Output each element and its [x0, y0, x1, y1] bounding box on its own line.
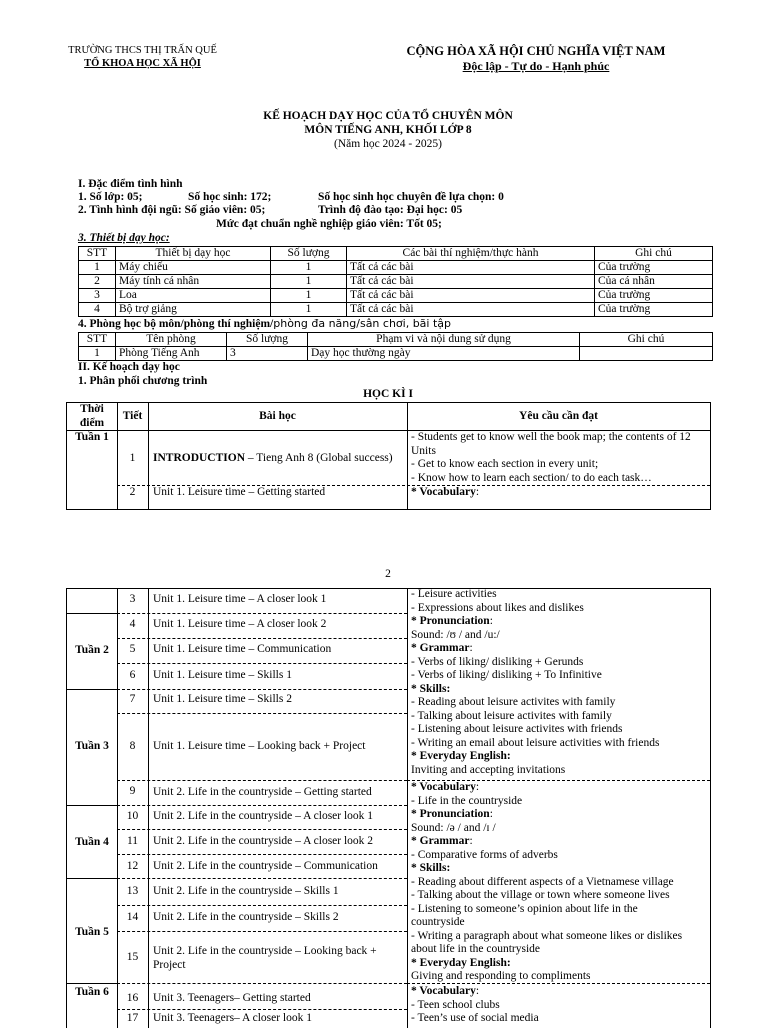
row-divider: [117, 905, 407, 906]
lesson-title: Unit 2. Life in the countryside – Communication: [153, 860, 378, 872]
period-number: 10: [126, 810, 139, 822]
header-period: Tiết: [122, 410, 143, 422]
req-text: - Talking about leisure activites with family: [411, 709, 612, 722]
special-student-count: Số học sinh học chuyên đề lựa chọn: 0: [318, 191, 504, 203]
equipment-header-qty: Số lượng: [271, 247, 347, 261]
req-line: - Know how to learn each section/ to do each task…: [411, 471, 652, 484]
row-divider: [117, 878, 407, 879]
req-line: [411, 1012, 539, 1026]
period-number: 9: [129, 785, 136, 797]
req-text: - Reading about leisure activites with family: [411, 696, 616, 708]
req-text: :: [469, 642, 473, 654]
teacher-degree: Trình độ đào tạo: Đại học: 05: [318, 204, 463, 216]
req-text: - Listening about leisure activites with friends: [411, 723, 623, 735]
req-line: [411, 822, 682, 836]
requirements-unit2: [411, 781, 682, 984]
plan-table-page1: [66, 402, 711, 510]
cell-scope: Dạy học thường ngày: [308, 347, 580, 361]
room-header-stt: STT: [79, 333, 116, 347]
equipment-header-stt: STT: [79, 247, 116, 261]
student-count: Số học sinh: 172;: [188, 191, 272, 203]
term-label: HỌC KÌ I: [363, 388, 413, 400]
req-line: [411, 615, 659, 629]
section1-line1: [78, 191, 504, 205]
req-text: - Verbs of liking/ disliking + Gerunds: [411, 655, 584, 668]
room-heading: [78, 317, 451, 330]
req-line: [411, 629, 659, 643]
week-divider: [67, 878, 117, 879]
cell-qty: 1: [271, 303, 347, 317]
req-line: [411, 642, 659, 656]
row-divider: [117, 805, 407, 806]
equipment-header-device: Thiết bị dạy học: [116, 247, 271, 261]
teacher-count: 2. Tình hình đội ngũ: Số giáo viên: 05;: [78, 204, 266, 216]
week-divider: [67, 983, 117, 984]
nation-line-2: Độc lập - Tự do - Hạnh phúc: [462, 59, 610, 73]
lesson-title: Unit 1. Leisure time – Skills 1: [153, 669, 292, 681]
cell-qty: 1: [271, 289, 347, 303]
req-line: [411, 683, 659, 697]
section2-sub: 1. Phân phối chương trình: [78, 375, 208, 387]
room-header-qty: Số lượng: [227, 333, 308, 347]
period-number: 12: [126, 860, 139, 872]
req-text: - Teen’s use of social media: [411, 1012, 539, 1024]
period-number: 5: [129, 643, 136, 655]
school-name: [60, 44, 225, 70]
school-line-2: TỔ KHOA HỌC XÃ HỘI: [84, 58, 201, 69]
table-row: [79, 347, 713, 361]
requirements-unit1: [411, 588, 659, 777]
table-row: [79, 261, 713, 275]
cell-qty: 1: [271, 261, 347, 275]
req-line: [411, 943, 682, 957]
cell-note: Của trường: [595, 289, 713, 303]
req-label: * Pronunciation: [411, 615, 490, 627]
period-number: 16: [126, 992, 139, 1004]
req-text: about life in the countryside: [411, 943, 541, 955]
req-text: - Expressions about likes and dislikes: [411, 601, 584, 614]
equipment-heading: 3. Thiết bị dạy học:: [78, 232, 170, 244]
header-lesson: Bài học: [259, 410, 296, 422]
cell-lessons: Tất cả các bài: [347, 261, 595, 275]
cell-lessons: Tất cả các bài: [347, 289, 595, 303]
requirements-intro: [411, 431, 691, 485]
req-text: - Reading about different aspects of a Vietnamese village: [411, 875, 674, 888]
lesson-title: Unit 2. Life in the countryside – A closer look 1: [153, 810, 374, 822]
plan-table-page2: [66, 588, 711, 1028]
lesson-title: Unit 2. Life in the countryside – Skills 1: [153, 885, 339, 897]
cell-stt: 1: [79, 261, 116, 275]
req-label: * Skills:: [411, 862, 451, 874]
row-divider: [117, 1009, 407, 1010]
period-number: 15: [126, 951, 139, 963]
req-text: - Teen school clubs: [411, 998, 500, 1011]
req-line: [411, 602, 659, 616]
lesson-title: Unit 1. Leisure time – A closer look 1: [153, 593, 327, 605]
equipment-table: [78, 246, 713, 317]
cell-stt: 4: [79, 303, 116, 317]
cell-device: Máy chiếu: [116, 261, 271, 275]
req-text: :: [469, 835, 473, 847]
req-text: - Talking about the village or town where someone lives: [411, 889, 670, 901]
req-line: [411, 862, 682, 876]
requirements-unit3: [411, 985, 539, 1026]
req-text: - Leisure activities: [411, 588, 497, 600]
req-label: * Vocabulary: [411, 985, 476, 997]
equipment-header-lessons: Các bài thí nghiệm/thực hành: [347, 247, 595, 261]
req-line: [411, 710, 659, 724]
req-colon: :: [475, 486, 480, 498]
req-text: Inviting and accepting invitations: [411, 763, 566, 776]
lesson-title: [153, 945, 377, 972]
lesson-title: Unit 1. Leisure time – Communication: [153, 643, 332, 655]
period-number: 2: [129, 486, 136, 498]
document-title: [0, 109, 768, 151]
title-line-2: MÔN TIẾNG ANH, KHỐI LỚP 8: [304, 124, 472, 136]
period-number: 7: [129, 693, 136, 705]
cell-device: Loa: [116, 289, 271, 303]
week-label: Tuần 2: [75, 644, 109, 656]
cell-note: Của trường: [595, 261, 713, 275]
lesson-title: Unit 2. Life in the countryside – Getting started: [153, 786, 372, 798]
lesson-title-bold: INTRODUCTION: [153, 452, 246, 464]
req-line: [411, 835, 682, 849]
req-line: [411, 970, 682, 984]
req-line: [411, 957, 682, 971]
room-heading-main: 4. Phòng học bộ môn/phòng thí nghiệm/: [78, 318, 274, 330]
row-divider: [117, 638, 407, 639]
req-line: [411, 588, 659, 602]
req-text: :: [475, 985, 480, 997]
lesson-title: Unit 1. Leisure time – Looking back + Project: [153, 740, 366, 752]
req-line: [411, 903, 682, 917]
cell-note: [580, 347, 713, 361]
req-text: - Comparative forms of adverbs: [411, 848, 558, 861]
req-line: [411, 750, 659, 764]
title-line-1: KẾ HOẠCH DẠY HỌC CỦA TỔ CHUYÊN MÔN: [263, 110, 513, 122]
req-text: Sound: /ʊ / and /u:/: [411, 628, 500, 641]
lesson-title: Unit 3. Teenagers– Getting started: [153, 992, 311, 1004]
req-line: [411, 849, 682, 863]
row-divider: [117, 689, 407, 690]
room-header-row: [79, 333, 713, 347]
period-number: 3: [129, 593, 136, 605]
divider: [407, 589, 408, 1028]
teacher-standard: Mức đạt chuẩn nghề nghiệp giáo viên: Tốt 05;: [216, 218, 442, 230]
period-number: 6: [129, 669, 136, 681]
req-text: - Listening to someone’s opinion about life in the: [411, 902, 638, 915]
week-label: Tuần 6: [75, 986, 109, 998]
header-week: [67, 403, 117, 430]
lesson-title: Unit 1. Leisure time – Skills 2: [153, 693, 292, 705]
table-row: [79, 303, 713, 317]
row-divider: [117, 780, 407, 781]
week-label: Tuần 3: [75, 740, 109, 752]
req-line: - Students get to know well the book map; the contents of 12: [411, 431, 691, 443]
school-line-1: TRƯỜNG THCS THỊ TRẤN QUẾ: [68, 45, 217, 56]
section1-heading: I. Đặc điểm tình hình: [78, 178, 183, 190]
req-line: [411, 737, 659, 751]
section2-heading: II. Kế hoạch dạy học: [78, 361, 180, 373]
req-text: :: [489, 615, 493, 627]
req-line: [411, 781, 682, 795]
row-divider: [117, 829, 407, 830]
equipment-header-note: Ghi chú: [595, 247, 713, 261]
cell-stt: 2: [79, 275, 116, 289]
req-text: Giving and responding to compliments: [411, 970, 591, 982]
table-row: [79, 289, 713, 303]
cell-note: Của cá nhân: [595, 275, 713, 289]
req-line: [411, 656, 659, 670]
lesson-title: Unit 1. Leisure time – A closer look 2: [153, 618, 327, 630]
header-week-l1: Thời: [80, 403, 104, 415]
lesson-title: Unit 1. Leisure time – Getting started: [153, 486, 326, 498]
req-line: [411, 795, 682, 809]
requirements-vocab: [411, 486, 479, 500]
lesson-title-line: Project: [153, 958, 186, 971]
period-number: 1: [129, 452, 136, 464]
header-requirements: Yêu cầu cần đạt: [519, 410, 598, 422]
week-label: Tuần 1: [75, 431, 109, 443]
period-number: 8: [129, 740, 136, 752]
req-label: * Everyday English:: [411, 956, 511, 969]
page-number: 2: [385, 568, 391, 580]
room-header-name: Tên phòng: [116, 333, 227, 347]
class-count: 1. Số lớp: 05;: [78, 191, 143, 203]
header-week-l2: điểm: [79, 416, 105, 429]
req-line: [411, 764, 659, 778]
week-divider: [67, 689, 117, 690]
req-label: * Vocabulary: [411, 781, 476, 793]
req-line: [411, 696, 659, 710]
cell-qty: 1: [271, 275, 347, 289]
lesson-title: Unit 2. Life in the countryside – Skills 2: [153, 911, 339, 923]
row-divider: [117, 613, 407, 614]
req-line: [411, 669, 659, 683]
req-line: [411, 930, 682, 944]
table-row: [79, 275, 713, 289]
req-line: [411, 876, 682, 890]
req-text: - Life in the countryside: [411, 794, 523, 807]
cell-note: Của trường: [595, 303, 713, 317]
cell-lessons: Tất cả các bài: [347, 303, 595, 317]
week-divider: [67, 805, 117, 806]
period-number: 17: [126, 1012, 139, 1024]
row-divider: [117, 983, 407, 984]
equipment-header-row: [79, 247, 713, 261]
cell-qty: 3: [227, 347, 308, 361]
period-number: 13: [126, 885, 139, 897]
lesson-title-line: Unit 2. Life in the countryside – Looking back +: [153, 945, 377, 957]
req-text: - Verbs of liking/ disliking + To Infinitive: [411, 669, 602, 681]
week-label: Tuần 4: [75, 836, 109, 848]
cell-room: Phòng Tiếng Anh: [116, 347, 227, 361]
section1-line2: [78, 204, 462, 218]
lesson-title: [153, 452, 393, 466]
lesson-title-rest: – Tieng Anh 8 (Global success): [245, 452, 393, 464]
nation-line-1: CỘNG HÒA XÃ HỘI CHỦ NGHĨA VIỆT NAM: [406, 44, 666, 58]
room-table: [78, 332, 713, 361]
period-number: 11: [126, 835, 139, 847]
req-text: :: [489, 808, 493, 820]
req-line: - Get to know each section in every unit;: [411, 458, 599, 470]
title-line-3: (Năm học 2024 - 2025): [334, 138, 442, 150]
cell-device: Máy tính cá nhân: [116, 275, 271, 289]
req-line: [411, 999, 539, 1013]
req-text: - Writing a paragraph about what someone likes or dislikes: [411, 929, 683, 942]
req-text: Sound: /ə / and /ɪ /: [411, 821, 496, 834]
week-label: Tuần 5: [75, 926, 109, 938]
req-line: [411, 985, 539, 999]
req-line: [411, 723, 659, 737]
req-label: * Skills:: [411, 682, 451, 695]
row-divider: [117, 854, 407, 855]
req-text: :: [475, 781, 480, 793]
req-line: Units: [411, 444, 436, 457]
req-label: * Everyday English:: [411, 750, 511, 762]
req-label: * Grammar: [411, 642, 470, 654]
divider: [148, 589, 149, 1028]
req-text: - Writing an email about leisure activities with friends: [411, 736, 660, 749]
lesson-title: Unit 2. Life in the countryside – A closer look 2: [153, 835, 374, 847]
room-header-note: Ghi chú: [580, 333, 713, 347]
cell-stt: 3: [79, 289, 116, 303]
row-divider: [117, 663, 407, 664]
room-header-scope: Phạm vi và nội dung sử dụng: [308, 333, 580, 347]
period-number: 14: [126, 911, 139, 923]
lesson-title: Unit 3. Teenagers– A closer look 1: [153, 1012, 312, 1024]
cell-stt: 1: [79, 347, 116, 361]
cell-device: Bộ trợ giảng: [116, 303, 271, 317]
period-number: 4: [129, 618, 136, 630]
row-divider: [117, 713, 407, 714]
req-label: * Vocabulary: [411, 486, 476, 498]
req-line: [411, 889, 682, 903]
row-divider: [117, 931, 407, 932]
req-text: countryside: [411, 916, 465, 928]
room-heading-extra: phòng đa năng/sân chơi, bãi tập: [273, 317, 452, 330]
req-line: [411, 916, 682, 930]
cell-lessons: Tất cả các bài: [347, 275, 595, 289]
national-motto: [395, 44, 677, 74]
req-line: [411, 808, 682, 822]
week-divider: [67, 613, 117, 614]
req-label: * Grammar: [411, 835, 470, 847]
req-label: * Pronunciation: [411, 808, 490, 820]
